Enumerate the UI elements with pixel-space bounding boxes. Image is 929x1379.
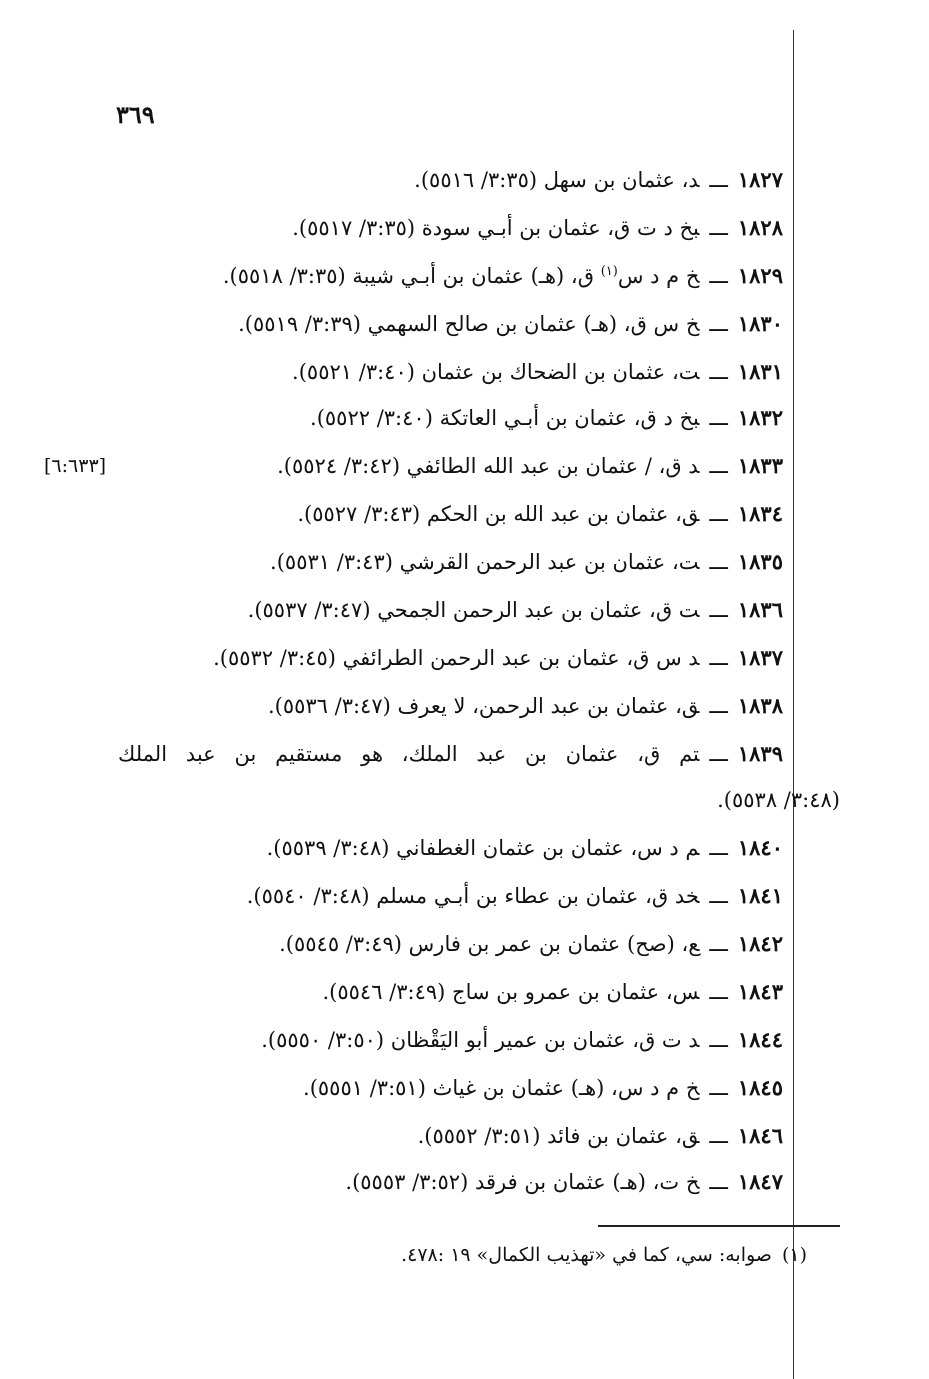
footnote-text: صوابه: سي، كما في «تهذيب الكمال» ١٩ :٤٧٨. [401,1244,772,1266]
entry-text: د، عثمان بن سهل (٣:٣٥/ ٥٥١٦). [414,168,700,192]
entry-number: ١٨٤٣ [737,979,783,1004]
list-item [310,400,783,436]
page-number: ٣٦٩ [116,100,155,129]
entry-dash: ـــ [709,646,728,670]
entry-dash: ـــ [709,216,728,240]
entry-text: ت ق، عثمان بن عبد الرحمن الجمحي (٣:٤٧/ ٥٥٣٧). [247,598,700,622]
list-item [268,688,783,724]
entry-text: د ق، / عثمان بن عبد الله الطائفي (٣:٤٢/ ٥٥٢٤). [277,454,700,478]
entry-dash: ـــ [709,1170,728,1194]
entry-number: ١٨٣٣ [737,453,783,478]
list-item [292,354,783,390]
entry-text: خ ت، (هـ) عثمان بن فرقد (٣:٥٢/ ٥٥٥٣). [345,1170,700,1194]
entry-text: ت، عثمان بن عبد الرحمن القرشي (٣:٤٣/ ٥٥٣١). [270,550,700,574]
entry-number: ١٨٤١ [737,883,783,908]
entry-dash: ـــ [709,502,728,526]
list-item [414,162,783,198]
entry-continuation: (٣:٤٨/ ٥٥٣٨). [717,788,840,812]
entry-dash: ـــ [709,550,728,574]
list-item [223,258,783,294]
entry-text-before: خ م د س [617,264,700,288]
entry-number: ١٨٣٤ [737,501,783,526]
entry-number: ١٨٣٦ [737,597,783,622]
entry-number: ١٨٣٠ [737,311,783,336]
entry-dash: ـــ [709,264,728,288]
entry-dash: ـــ [709,1028,728,1052]
list-item [267,830,783,866]
entry-text: د ت ق، عثمان بن عمير أبو اليَقْظان (٣:٥٠/ ٥٥٥٠). [261,1028,700,1052]
entry-number: ١٨٢٩ [737,263,783,288]
entry-text: بخ د ت ق، عثمان بن أبـي سودة (٣:٣٥/ ٥٥١٧). [292,216,700,240]
entry-number: ١٨٣١ [737,359,783,384]
list-item [322,974,783,1010]
entry-number: ١٨٢٧ [737,167,783,192]
entry-text: ق، عثمان بن فائد (٣:٥١/ ٥٥٥٢). [417,1124,700,1148]
entry-text: ق، عثمان بن عبد الرحمن، لا يعرف (٣:٤٧/ ٥٥٣٦). [267,694,700,718]
entry-text: ق، (هـ) عثمان بن أبـي شيبة (٣:٣٥/ ٥٥١٨). [222,264,601,288]
list-item [297,496,783,532]
margin-rule [793,30,794,1379]
entry-text: خ م د س، (هـ) عثمان بن غياث (٣:٥١/ ٥٥٥١). [303,1076,700,1100]
entry-dash: ـــ [709,884,728,908]
entry-number: ١٨٤٤ [737,1027,783,1052]
entry-number: ١٨٤٥ [737,1075,783,1100]
entry-dash: ـــ [709,406,728,430]
list-item [247,878,783,914]
entry-text: خ س ق، (هـ) عثمان بن صالح السهمي (٣:٣٩/ ٥٥١٩). [238,312,700,336]
entry-dash: ـــ [709,1124,728,1148]
entry-dash: ـــ [709,742,728,766]
entry-text: م د س، عثمان بن عثمان الغطفاني (٣:٤٨/ ٥٥٣٩). [266,836,700,860]
entry-number: ١٨٣٧ [737,645,783,670]
list-item [303,1070,783,1106]
entry-text: خد ق، عثمان بن عطاء بن أبـي مسلم (٣:٤٨/ ٥٥٤٠). [246,884,700,908]
entry-number: ١٨٤٧ [737,1169,783,1194]
entry-number: ١٨٤٢ [737,931,783,956]
footnote [401,1238,807,1272]
footnote-divider [598,1225,840,1227]
list-item [238,306,783,342]
entry-text: س، عثمان بن عمرو بن ساج (٣:٤٩/ ٥٥٤٦). [322,980,700,1004]
entry-text: ق، عثمان بن عبد الله بن الحكم (٣:٤٣/ ٥٥٢٧). [297,502,700,526]
footnote-marker: (١) [600,264,618,279]
entry-text: ع، (صح) عثمان بن عمر بن فارس (٣:٤٩/ ٥٥٤٥). [279,932,700,956]
list-item [418,1118,783,1154]
list-item [270,544,783,580]
entry-dash: ـــ [709,836,728,860]
entry-dash: ـــ [709,312,728,336]
entry-number: ١٨٣٥ [737,549,783,574]
entry-text: تم ق، عثمان بن عبد الملك، هو مستقيم بن عبد الملك [118,742,700,766]
entry-dash: ـــ [709,168,728,192]
side-note-reference: [٦:٦٣٣] [44,455,107,477]
entry-dash: ـــ [709,454,728,478]
list-item [261,1022,783,1058]
entry-dash: ـــ [709,932,728,956]
entry-dash: ـــ [709,694,728,718]
list-item [292,210,783,246]
entry-dash: ـــ [709,598,728,622]
entry-dash: ـــ [709,360,728,384]
entry-dash: ـــ [709,1076,728,1100]
entry-text: ت، عثمان بن الضحاك بن عثمان (٣:٤٠/ ٥٥٢١). [292,360,700,384]
list-item [277,448,783,484]
entry-number: ١٨٣٨ [737,693,783,718]
list-item [248,592,783,628]
entry-number: ١٨٤٠ [737,835,783,860]
list-item [213,640,783,676]
entry-dash: ـــ [709,980,728,1004]
list-item [279,926,783,962]
entry-number: ١٨٤٦ [737,1123,783,1148]
entry-number: ١٨٢٨ [737,215,783,240]
list-item [118,736,783,772]
list-item [345,1164,783,1200]
entry-number: ١٨٣٢ [737,405,783,430]
entry-text: بخ د ق، عثمان بن أبـي العاتكة (٣:٤٠/ ٥٥٢٢). [310,406,700,430]
footnote-number: (١) [781,1244,807,1266]
entry-number: ١٨٣٩ [737,741,783,766]
entry-text: د س ق، عثمان بن عبد الرحمن الطرائفي (٣:٤٥/ ٥٥٣٢). [213,646,700,670]
